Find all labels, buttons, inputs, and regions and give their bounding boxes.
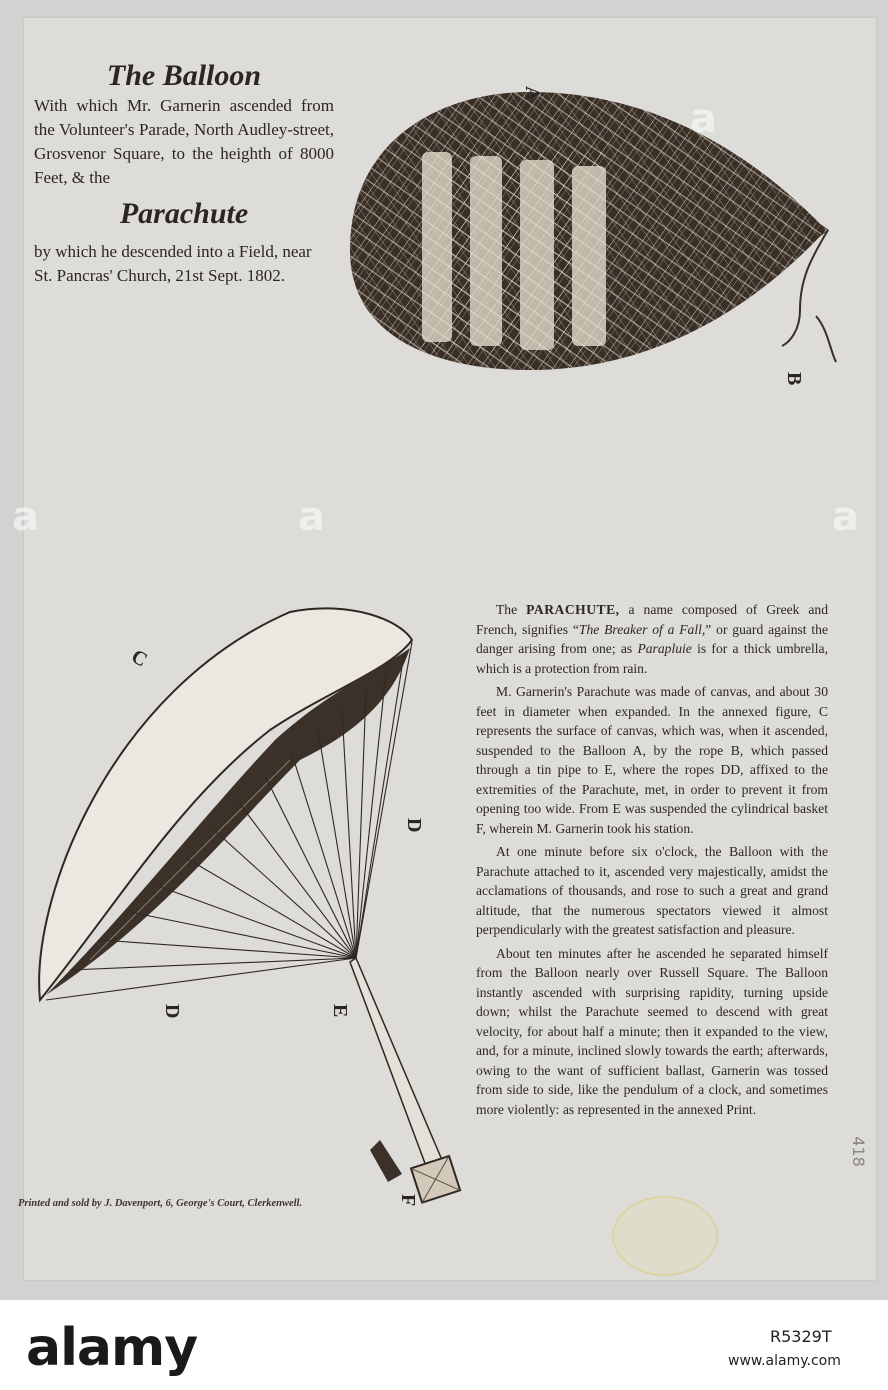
headline-balloon: The Balloon [106, 59, 262, 92]
article-text [476, 600, 828, 1123]
p1-pre: The [496, 602, 518, 617]
watermark-overlay-2: a [12, 494, 39, 540]
label-c: C [127, 645, 152, 672]
title-block [34, 58, 334, 288]
article-paragraph-2: M. Garnerin's Parachute was made of canvas, and about 30 feet in diameter when expanded. In the annexed figure, C represents the surface of canvas, which was, when it ascended, suspended to the Balloon A, by the rope B, which passed through a tin pipe to E, where the ropes DD, affixed to the extremities of the Parachute, met, in order to prevent it from opening too wide. From E was suspended the cylindrical basket F, wherein M. Garnerin took his station. [476, 684, 828, 836]
handwritten-number: 418 [848, 1136, 868, 1167]
p1-caps: PARACHUTE, [526, 602, 620, 617]
outro-text: by which he descended into a Field, near St. Pancras' Church, 21st Sept. 1802. [34, 242, 312, 285]
article-paragraph-3: At one minute before six o'clock, the Balloon with the Parachute attached to it, ascended very majestically, amidst the acclamations of thousands, and rose to such a great and grand altitude, that the numerous spectators viewed it almost perpendicularly with the greatest satisfaction and pleasure. [476, 844, 828, 937]
intro-text: With which Mr. Garnerin ascended from the Volunteer's Parade, North Audley-street, Grosvenor Square, to the heighth of 8000 Feet, & the [34, 96, 334, 187]
p1-italic2: Parapluie [637, 641, 692, 656]
label-a: A [521, 86, 543, 101]
label-f: F [397, 1194, 419, 1207]
headline-parachute: Parachute [119, 197, 249, 230]
p1-italic: The Breaker of a Fall, [578, 621, 706, 637]
label-b: B [783, 372, 805, 386]
article-paragraph-1 [476, 600, 828, 678]
watermark-overlay-4: a [832, 494, 859, 540]
label-d-left: D [161, 1004, 183, 1019]
imprint-line: Printed and sold by J. Davenport, 6, George's Court, Clerkenwell. [18, 1198, 303, 1209]
watermark-overlay-3: a [298, 494, 325, 540]
parachute-svg [30, 600, 470, 1220]
site-url: www.alamy.com [728, 1353, 841, 1369]
library-stamp [612, 1196, 718, 1276]
p1-b: ” or guard against the danger arising from one; as [476, 621, 829, 656]
parachute-illustration [30, 600, 470, 1220]
article-paragraph-4: About ten minutes after he ascended he separated himself from the Balloon nearly over Russell Square. The Balloon instantly ascended with surprising rapidity, turning upside down; whilst the Parachute seemed to descend with great velocity, for about half a minute; then it expanded to the view, and, for a minute, inclined slowly towards the earth; afterwards, owing to the want of sufficient ballast, Garnerin was tossed from side to side, like the pendulum of a clock, and sometimes more violently: as represented in the annexed Print. [476, 945, 828, 1117]
balloon-illustration [330, 80, 840, 410]
balloon-svg [330, 80, 840, 410]
alamy-logo: alamy [26, 1318, 198, 1378]
p1-c: is for a thick umbrella, which is a protection from rain. [476, 641, 828, 676]
image-id: R5329T [770, 1327, 832, 1346]
watermark-overlay-1: a [690, 96, 717, 142]
p1-a: a name composed of Greek and French, signifies “ [476, 602, 828, 637]
label-e: E [329, 1004, 351, 1018]
label-d-right: D [403, 818, 425, 833]
